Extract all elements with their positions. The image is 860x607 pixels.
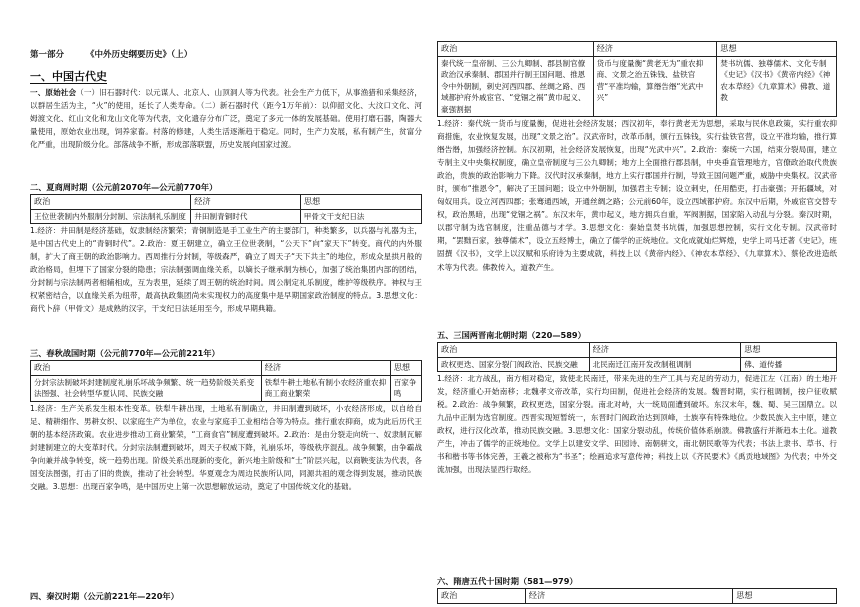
- chapter-heading: [30, 68, 107, 84]
- section-3-title: 三、春秋战国时期（公元前770年—公元前221年）: [30, 348, 220, 358]
- table-header-thought: 思想: [741, 343, 837, 358]
- section-5-body: 1.经济：北方战乱，南方相对稳定，致使北民南迁，带来先进的生产工具与充足的劳动力，促进江左（江南）的土地开发，经济重心开始南移；北魏孝文帝改革，实行均田制，促进社会经济的发展。魏晋时期，实行租调制，按户征收赋税。2.政治：战争频繁，政权更迭，国家分裂。南北对峙，大一统局面遭到破坏。东汉末年，魏、蜀、吴三国鼎立。以九品中正制为选官制度。西晋实现短暂统一，东晋时门阀政治达到顶峰，士族享有特殊地位。少数民族入主中原，建立政权，进行汉化改革，推动民族交融。3.思想文化：国家分裂动乱，传统价值体系崩溃。佛教盛行并渐趋本土化。道教产生，冲击了儒学的正统地位。文学上以建安文学、田园诗、南朝骈文，南北朝民歌等为代表；书法上隶书、草书、行书和楷书等书体完善，王羲之被称为“书圣”；绘画追求写意传神；科技上以《齐民要术》《禹贡地域图》为代表；中外交流加强，出现法显西行取经。: [437, 374, 837, 475]
- table-cell: 货币与度量衡“黄老无为”重农抑商、文景之治五铢钱、盐铁官营“平准均输，算缗告缗“光武中兴”: [593, 56, 717, 117]
- table-cell: 佛、道传播: [741, 357, 837, 372]
- section-3-body: 1.经济：生产关系发生根本性变革。铁犁牛耕出现，土地私有制确立，井田制遭到破坏，小农经济形成，以自给自足、精耕细作、男耕女织、以家庭生产为单位，农业与家庭手工业相结合等为特点。推行重农抑商，成为此后历代王朝的基本经济政策。农业进步推动工商业繁荣，“工商食官”制度遭到破坏。2.政治：是由分裂走向统一、奴隶制瓦解封建制建立的大变革时代。分封宗法制遭到破坏，周天子权威下降，礼崩乐坏，等级秩序混乱。战争频繁，由争霸战争向兼并战争转变，统一趋势出现。阶级关系出现新的变化，新兴地主阶级和“士”阶层兴起，以商鞅变法为代表，各国变法图强，打击了旧的贵族，推动了社会转型。华夏观念为周边民族所认同，同源共祖的观念得到发展，推动民族交融。3.思想：出现百家争鸣，是中国历史上第一次思想解放运动，奠定了中国传统文化的基础。: [30, 403, 422, 491]
- table-header-economy: 经济: [593, 42, 717, 57]
- qin-han-body: 1.经济：秦代统一货币与度量衡，促进社会经济发展；西汉初年，奉行黄老无为思想，采取与民休息政策，实行重农抑商措施，农业恢复发展，出现“文景之治”。汉武帝时，改革币制，颁行五铢钱，实行盐铁官营，设立平准均输，推行算缗告缗，加强经济控制。东汉初期，社会经济发展恢复，出现“光武中兴”。2.政治：秦统一六国，结束分裂局面，建立专制主义中央集权制度，确立皇帝制度与三公九卿制；地方上全面推行郡县制，中央垂直管理地方，官僚政治取代贵族政治，贵族的政治影响力下降。汉代时汉承秦制，地方上实行郡国并行制，导致王国问题严重，威胁中央集权。汉武帝时，颁布“推恩令”，解决了王国问题；设立中外朝制，加强君主专制；设立刺史，任用酷吏，打击豪强；开拓疆域，对匈奴用兵。设立河西四郡；张骞通西域，开通丝绸之路；公元前60年，设立西域都护府。东汉中后期，外戚宦官交替专权，政治黑暗，出现“党锢之祸”。东汉末年，黄巾起义，地方拥兵自重，军阀割据，国家陷入动乱与分裂。秦汉时期，以郡守制为选官制度，注重品德与才学。3.思想文化：秦始皇焚书坑儒，加强思想控制，实行文化专制。汉武帝时期，“罢黜百家，独尊儒术”，设立五经博士，确立了儒学的正统地位。文化成就灿烂辉煌，史学上司马迁著《史记》，班固撰《汉书》，文学上以汉赋和乐府诗为主要成就，科技上以《黄帝内经》、《神农本草经》、《九章算术》、蔡伦改进造纸术等为代表。佛教传入，道教产生。: [437, 119, 837, 272]
- section-6-title: 六、隋唐五代十国时期（581—979）: [437, 576, 578, 586]
- section-2: [30, 181, 422, 315]
- table-header-thought: 思想: [733, 589, 837, 604]
- section-5-table: [437, 342, 837, 372]
- section-1-body: （一）旧石器时代：以元谋人、北京人、山顶洞人等为代表。社会生产力低下，从事渔猎和采集经济，以群居生活为主，“火”的使用，延长了人类寿命。（二）新石器时代（距今1万年前）：以仰韶文化、大汶口文化、河姆渡文化、红山文化和龙山文化等为代表，文化遗存分布广泛，奠定了多元一体的发展基础。使用打磨石器，陶器大量使用，原始农业出现，饲养家畜。村落的修建，人类生活逐渐趋于稳定。同时，生产力发展，私有制产生，贫富分化严重，出现阶级分化。部落战争不断，形成部落联盟，历史发展向国家过渡。: [30, 88, 423, 150]
- table-header-politics: 政治: [438, 589, 526, 604]
- section-3: [30, 347, 422, 493]
- section-5: [437, 329, 837, 476]
- section-6-table: [437, 588, 837, 604]
- part-subtitle: 《中外历史纲要历史》（上）: [86, 50, 193, 60]
- section-1: [30, 86, 422, 151]
- table-header-thought: 思想: [717, 42, 837, 57]
- table-cell: 焚书坑儒、独尊儒术、文化专制《史记》《汉书》《黄帝内经》《神农本草经》《九章算术》佛教、道教: [717, 56, 837, 117]
- table-header-economy: 经济: [525, 589, 732, 604]
- part-title: 第一部分: [30, 50, 65, 60]
- table-header-economy: 经济: [589, 343, 741, 358]
- table-cell: 分封宗法制破坏封建制度礼崩乐坏战争频繁、统一趋势阶级关系变法图强、社会转型华夏认同、民族交融: [31, 375, 262, 401]
- table-header-thought: 思想: [390, 361, 421, 376]
- qin-han-table: [437, 41, 837, 117]
- section-4-title: 四、秦汉时期（公元前221年—220年）: [30, 591, 179, 601]
- table-cell: 铁犁牛耕土地私有制小农经济重农抑商工商业繁荣: [261, 375, 390, 401]
- table-cell: 百家争鸣: [390, 375, 421, 401]
- section-1-paragraph: [30, 86, 422, 151]
- qin-han-section: [437, 41, 837, 274]
- chapter-heading-text: 一、中国古代史: [30, 70, 107, 83]
- table-header-economy: 经济: [191, 195, 300, 210]
- table-cell: 秦代统一皇帝制、三公九卿制、郡县制官僚政治汉承秦制、郡国并行制王国问题、推恩令中外朝制，刺史河西四郡、丝绸之路、西域都护府外戚宦官、“党锢之祸”黄巾起义、豪强割据: [438, 56, 594, 117]
- section-4: [30, 590, 422, 603]
- table-cell: 北民南迁江南开发改制租调制: [589, 357, 741, 372]
- section-5-title: 五、三国两晋南北朝时期（220—589）: [437, 330, 586, 340]
- table-cell: 井田制青铜时代: [191, 209, 300, 224]
- section-6: [437, 575, 837, 604]
- table-cell: 政权更迭、国家分裂门阀政治、民族交融: [438, 357, 590, 372]
- section-2-body: 1.经济：井田制是经济基础，奴隶制经济繁荣；青铜制造是手工业生产的主要部门，种类繁多，以兵器与礼器为主，是中国古代史上的“青铜时代”。2.政治：夏王朝建立，确立王位世袭制，“公天下”向“家天下”转变。商代的内外服制，扩大了商王朝的政治影响力。西周推行分封制，等级森严，确立了周天子“天下共主”的地位，形成众星拱月般的政治格局，但埋下了国家分裂的隐患；宗法制强调血缘关系，以嫡长子继承制为核心，加强了统治集团内部的团结，分封制与宗法制两者相辅相成，互为表里，延续了周王朝的统治时间。周公制定礼乐制度，维护等级秩序。神权与王权紧密结合，以血缘关系为纽带，最高执政集团尚未实现权力的高度集中是早期国家政治制度的特点。3.思想文化：商代卜辞（甲骨文）是成熟的汉字，干支纪日法延用至今，形成早期典籍。: [30, 226, 422, 314]
- section-2-table: [30, 194, 422, 224]
- table-header-thought: 思想: [300, 195, 421, 210]
- table-header-politics: 政治: [438, 343, 590, 358]
- table-header-politics: 政治: [438, 42, 594, 57]
- table-header-politics: 政治: [31, 361, 262, 376]
- table-cell: 王位世袭制内外服制分封制、宗法制礼乐制度: [31, 209, 191, 224]
- table-header-economy: 经济: [261, 361, 390, 376]
- table-cell: 甲骨文干支纪日法: [300, 209, 421, 224]
- part-heading: [30, 48, 192, 60]
- section-3-table: [30, 360, 422, 402]
- section-1-title: 一、原始社会: [30, 88, 77, 97]
- table-header-politics: 政治: [31, 195, 191, 210]
- section-2-title: 二、夏商周时期（公元前2070年—公元前770年）: [30, 182, 218, 192]
